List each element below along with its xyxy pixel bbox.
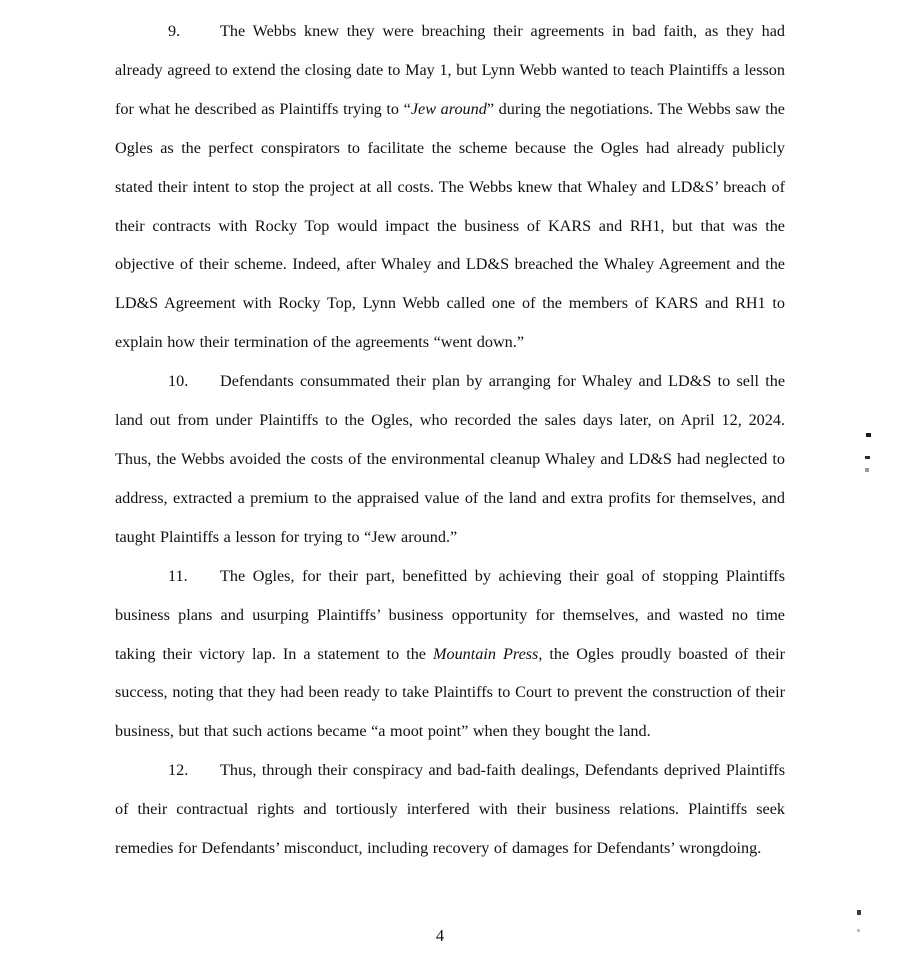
paragraph-12-text: Thus, through their conspiracy and bad-faith dealings, Defendants deprived Plaintiffs of their contractual rights and tortiously interfered with their business relations. Plaintiffs seek remedies for Defendants’ misconduct, including recovery of damages for Defendants’ wrongdoing. (115, 761, 785, 858)
paragraph-9-number: 9. (168, 22, 181, 40)
paragraph-9-italic-phrase: Jew around (410, 99, 487, 118)
document-body (115, 12, 785, 868)
paragraph-11 (115, 557, 785, 752)
paragraph-10-text: Defendants consummated their plan by arranging for Whaley and LD&S to sell the land out from under Plaintiffs to the Ogles, who recorded the sales days later, on April 12, 2024. Thus, the Webbs avoided the costs of the environmental cleanup Whaley and LD&S had neglected to address, extracted a premium to the appraised value of the land and extra profits for themselves, and taught Plaintiffs a lesson for trying to “Jew around.” (115, 372, 785, 546)
paragraph-12 (115, 751, 785, 868)
paragraph-10 (115, 362, 785, 557)
paragraph-11-text-continued: , the Ogles proudly boasted of their success, noting that they had been ready to take Plaintiffs to Court to prevent the construction of their business, but that such actions became “a moot point” when they bought the land. (115, 644, 785, 741)
paragraph-11-italic-phrase: Mountain Press (433, 644, 539, 663)
paragraph-9-text-continued: ” during the negotiations. The Webbs saw the Ogles as the perfect conspirators to facilitate the scheme because the Ogles had already publicly stated their intent to stop the project at all costs. The Webbs knew that Whaley and LD&S’ breach of their contracts with Rocky Top would impact the business of KARS and RH1, but that was the objective of their scheme. Indeed, after Whaley and LD&S breached the Whaley Agreement and the LD&S Agreement with Rocky Top, Lynn Webb called one of the members of KARS and RH1 to explain how their termination of the agreements “went down.” (115, 99, 785, 352)
scan-artifact (865, 456, 870, 459)
scan-artifact (865, 468, 869, 472)
page-number: 4 (435, 926, 445, 945)
scan-artifact (857, 929, 860, 932)
paragraph-9 (115, 12, 785, 362)
paragraph-11-number: 11. (168, 566, 188, 585)
paragraph-12-number: 12. (168, 761, 189, 780)
scan-artifact (866, 433, 871, 437)
scan-artifact (857, 910, 861, 915)
paragraph-9-text: The Webbs knew they were breaching their agreements in bad faith, as they had already agreed to extend the closing date to May 1, but Lynn Webb wanted to teach Plaintiffs a lesson for what he described as Plaintiffs trying to “ (115, 22, 785, 118)
paragraph-10-number: 10. (168, 372, 189, 391)
paragraph-11-text: The Ogles, for their part, benefitted by achieving their goal of stopping Plaintiffs business plans and usurping Plaintiffs’ business opportunity for themselves, and wasted no time taking their victory lap. In a statement to the (115, 566, 785, 663)
